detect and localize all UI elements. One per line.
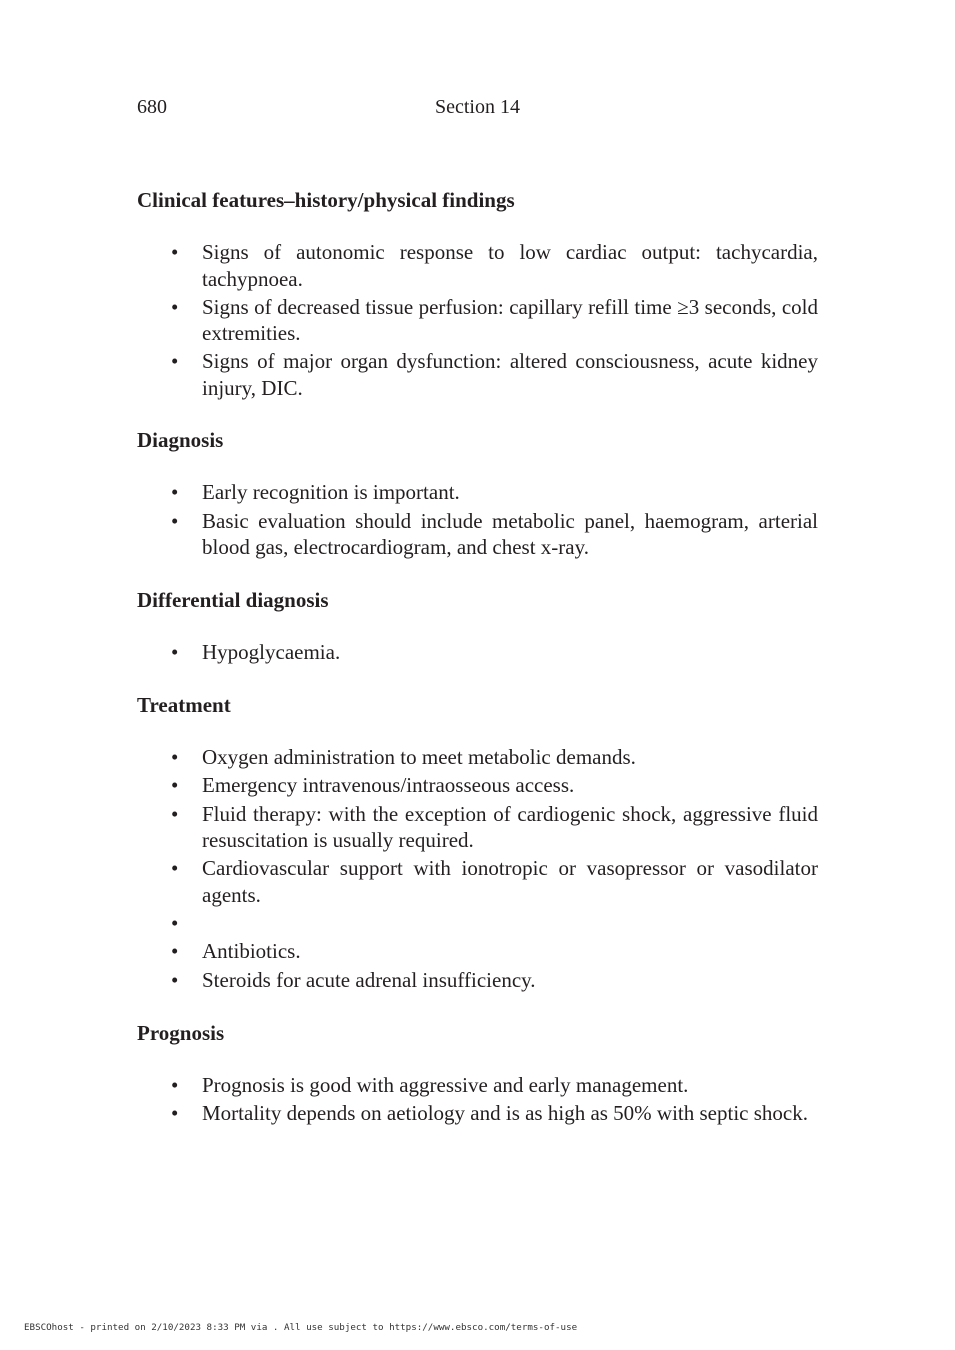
- bullet-list: [137, 1072, 818, 1128]
- list-item: [137, 967, 818, 994]
- section-clinical-features: [137, 186, 818, 401]
- document-body: [137, 186, 818, 1152]
- bullet-icon: •: [171, 349, 179, 373]
- list-item: [137, 348, 818, 401]
- section-differential-diagnosis: [137, 586, 818, 666]
- list-item: [137, 855, 818, 908]
- bullet-icon: •: [171, 1072, 179, 1097]
- list-item: [137, 801, 818, 854]
- bullet-list: [137, 239, 818, 401]
- bullet-list: [137, 744, 818, 994]
- list-item-text: Antibiotics.: [202, 939, 301, 963]
- bullet-icon: •: [171, 480, 179, 504]
- bullet-icon: •: [171, 639, 179, 664]
- bullet-icon: •: [171, 910, 179, 935]
- list-item-text: Signs of major organ dysfunction: altered consciousness, acute kidney injury, DIC.: [202, 349, 818, 400]
- list-item: [137, 910, 818, 937]
- bullet-icon: •: [171, 773, 179, 797]
- page-header: [137, 96, 818, 122]
- list-item: [137, 239, 818, 292]
- bullet-icon: •: [171, 744, 179, 769]
- list-item: [137, 744, 818, 771]
- bullet-icon: •: [171, 801, 179, 826]
- list-item: [137, 938, 818, 965]
- list-item: [137, 1100, 818, 1127]
- list-item-text: Basic evaluation should include metabolic panel, haemogram, arterial blood gas, electrocardiogram, and chest x-ray.: [202, 508, 818, 559]
- section-heading: Treatment: [137, 692, 231, 717]
- list-item-text: Steroids for acute adrenal insufficiency.: [202, 967, 536, 992]
- bullet-icon: •: [171, 1101, 179, 1125]
- section-treatment: [137, 691, 818, 994]
- list-item: [137, 479, 818, 506]
- list-item-text: Hypoglycaemia.: [202, 639, 341, 664]
- bullet-icon: •: [171, 508, 179, 533]
- list-item-text: Signs of decreased tissue perfusion: capillary refill time ≥3 seconds, cold extremities.: [202, 294, 818, 345]
- print-footer: EBSCOhost - printed on 2/10/2023 8:33 PM via . All use subject to https://www.ebsco.com/terms-of-use: [24, 1322, 578, 1333]
- section-heading: Diagnosis: [137, 428, 224, 452]
- bullet-icon: •: [171, 967, 179, 992]
- list-item-text: Oxygen administration to meet metabolic demands.: [202, 744, 636, 769]
- list-item-text: Prognosis is good with aggressive and early management.: [202, 1072, 689, 1097]
- list-item-text: Emergency intravenous/intraosseous access.: [202, 773, 575, 797]
- section-heading: Differential diagnosis: [137, 587, 329, 612]
- list-item-text: Early recognition is important.: [202, 480, 460, 504]
- section-prognosis: [137, 1019, 818, 1128]
- bullet-list: [137, 639, 818, 666]
- list-item: [137, 772, 818, 799]
- bullet-list: [137, 479, 818, 561]
- list-item-text: Signs of autonomic response to low cardiac output: tachycardia, tachypnoea.: [202, 240, 818, 291]
- list-item-text: Fluid therapy: with the exception of cardiogenic shock, aggressive fluid resuscitation is usually required.: [202, 801, 818, 852]
- section-heading: Prognosis: [137, 1020, 225, 1045]
- bullet-icon: •: [171, 240, 179, 264]
- list-item: [137, 294, 818, 347]
- section-diagnosis: [137, 426, 818, 561]
- bullet-icon: •: [171, 856, 179, 880]
- section-heading: Clinical features–history/physical findings: [137, 188, 515, 212]
- list-item: [137, 639, 818, 666]
- section-label: Section 14: [435, 96, 520, 118]
- list-item-text: Mortality depends on aetiology and is as high as 50% with septic shock.: [202, 1101, 808, 1125]
- list-item-text: Cardiovascular support with ionotropic or vasopressor or vasodilator agents.: [202, 856, 818, 907]
- bullet-icon: •: [171, 939, 179, 963]
- bullet-icon: •: [171, 294, 179, 319]
- list-item: [137, 1072, 818, 1099]
- list-item: [137, 508, 818, 561]
- page-number: 680: [137, 96, 167, 118]
